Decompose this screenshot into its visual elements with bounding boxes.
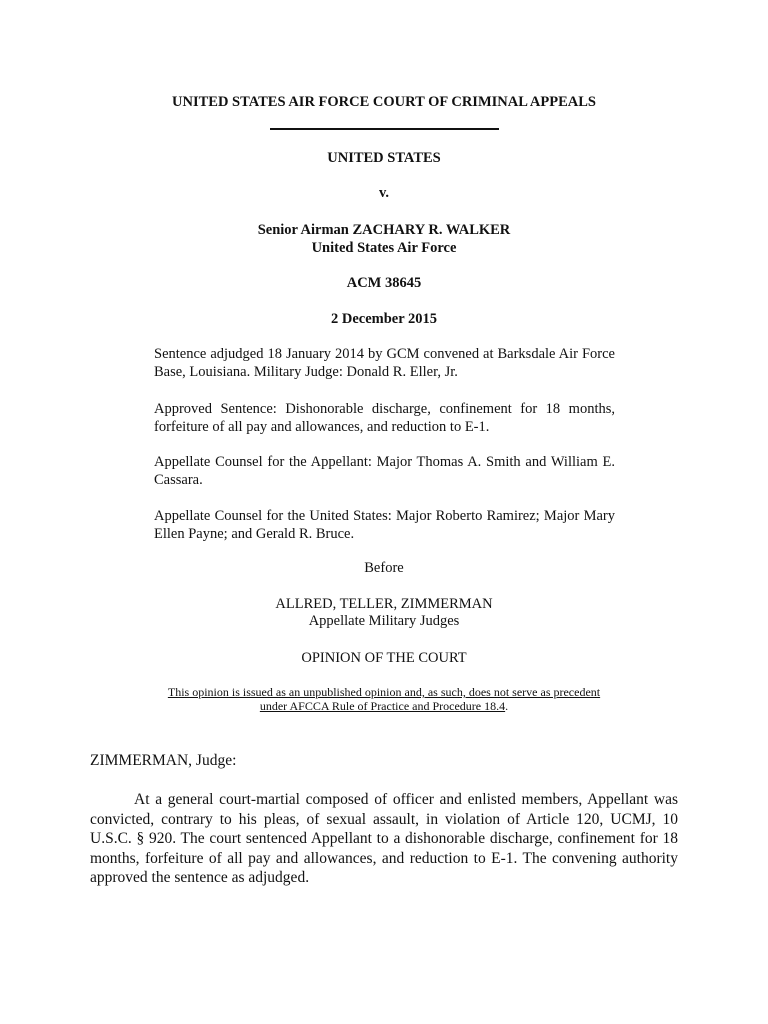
notice-period: . [505, 699, 509, 713]
appellant-name: Senior Airman ZACHARY R. WALKER [257, 222, 511, 238]
court-title: UNITED STATES AIR FORCE COURT OF CRIMINAL APPEALS [172, 94, 596, 110]
panel-judges-title: Appellate Military Judges [308, 613, 460, 629]
opinion-author: ZIMMERMAN, Judge: [90, 752, 237, 769]
opinion-heading: OPINION OF THE COURT [301, 650, 467, 666]
opinion-paragraph-1: At a general court-martial composed of officer and enlisted members, Appellant was convicted, contrary to his pleas, of sexual assault, in violation of Article 120, UCMJ, 10 U.S.C. § 920. The court sentenced Appellant to a dishonorable discharge, confinement for 18 months, forfeiture of all pay and allowances, and reduction to E-1. The convening authority approved the sentence as adjudged. [90, 791, 678, 887]
docket-number: ACM 38645 [346, 275, 422, 291]
decision-date: 2 December 2015 [330, 311, 438, 327]
title-rule [270, 128, 499, 130]
notice-line-1: This opinion is issued as an unpublished opinion and, as such, does not serve as precedent [167, 685, 601, 699]
party-united-states: UNITED STATES [327, 150, 441, 166]
notice-line-2: under AFCCA Rule of Practice and Procedure 18.4 [259, 699, 506, 713]
versus-label: v. [378, 185, 390, 201]
us-counsel-block: Appellate Counsel for the United States: Major Roberto Ramirez; Major Mary Ellen Payne; and Gerald R. Bruce. [154, 508, 615, 542]
before-label: Before [364, 560, 404, 576]
panel-judges: ALLRED, TELLER, ZIMMERMAN [275, 596, 493, 612]
approved-sentence-block: Approved Sentence: Dishonorable discharge, confinement for 18 months, forfeiture of all pay and allowances, and reduction to E-1. [154, 401, 615, 435]
appellant-service: United States Air Force [311, 240, 457, 256]
appellant-counsel-block: Appellate Counsel for the Appellant: Major Thomas A. Smith and William E. Cassara. [154, 454, 615, 488]
unpublished-notice [150, 685, 618, 713]
sentence-adjudged-block: Sentence adjudged 18 January 2014 by GCM convened at Barksdale Air Force Base, Louisiana. Military Judge: Donald R. Eller, Jr. [154, 346, 615, 380]
